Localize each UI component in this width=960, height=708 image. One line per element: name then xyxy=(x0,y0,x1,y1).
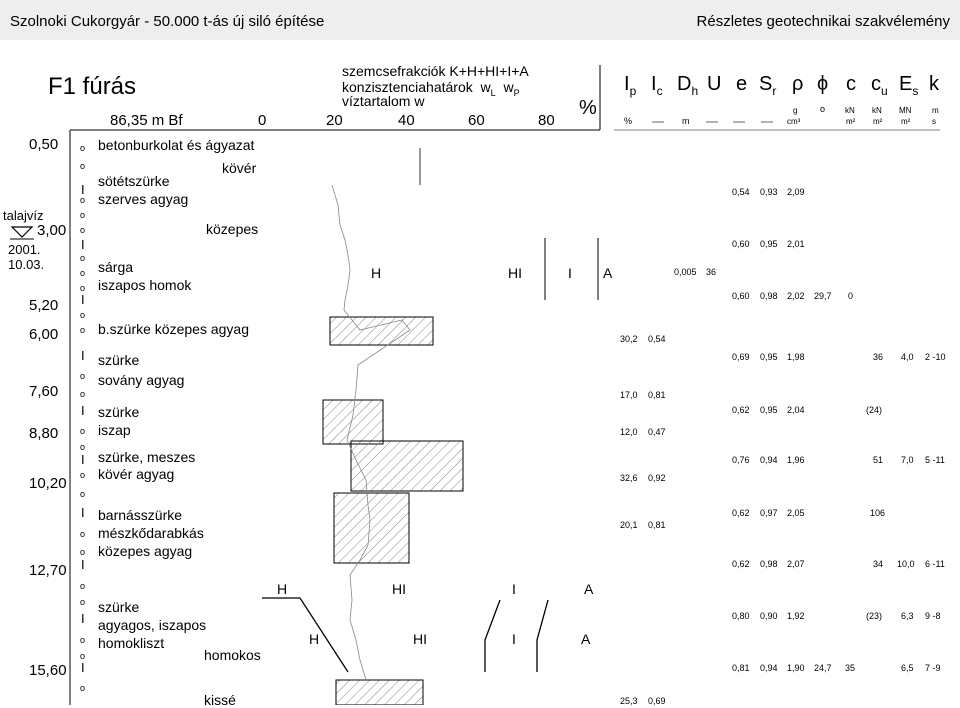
scale-80: 80 xyxy=(538,112,555,129)
sample-marker: o xyxy=(80,210,86,220)
sr-value: 0,97 xyxy=(760,508,778,518)
cu-value: 51 xyxy=(873,455,884,465)
e-value: 0,62 xyxy=(732,508,750,518)
layer-desc: sárga xyxy=(98,259,134,275)
ic-value: 0,54 xyxy=(648,334,666,344)
rho-value: 1,98 xyxy=(787,352,805,362)
layer-desc: betonburkolat és ágyazat xyxy=(98,137,255,153)
grain-size-line xyxy=(485,600,500,672)
fraction-label: HI xyxy=(413,631,427,647)
sample-marker: o xyxy=(80,442,86,452)
e-value: 0,81 xyxy=(732,663,750,673)
rho-value: 2,02 xyxy=(787,291,805,301)
unit-kn2: kN xyxy=(872,106,882,115)
depth-label: 0,50 xyxy=(29,136,59,153)
dh-value: 0,005 xyxy=(674,267,697,277)
param-phi: ϕ xyxy=(817,73,829,95)
es-value: 6,5 xyxy=(901,663,914,673)
unit-percent: % xyxy=(624,116,633,126)
fraction-label: H xyxy=(371,265,382,281)
rho-value: 2,07 xyxy=(787,559,805,569)
unit-mn: MN xyxy=(899,106,912,115)
fraction-label: HI xyxy=(508,265,522,281)
phi-value: 29,7 xyxy=(814,291,832,301)
e-value: 0,60 xyxy=(732,239,750,249)
sample-marker: o xyxy=(80,529,86,539)
rho-value: 2,01 xyxy=(787,239,805,249)
sample-marker: o xyxy=(80,389,86,399)
param-cu: $c_u$ xyxy=(871,73,888,98)
k-value: 6 -11 xyxy=(925,559,945,569)
ip-value: 20,1 xyxy=(620,520,638,530)
rho-value: 2,09 xyxy=(787,187,805,197)
u-value: 36 xyxy=(706,267,717,277)
layer-desc: sötétszürke xyxy=(98,173,170,189)
scale-60: 60 xyxy=(468,112,485,129)
param-dh: $D_h$ xyxy=(677,73,699,98)
e-value: 0,76 xyxy=(732,455,750,465)
sr-value: 0,94 xyxy=(760,663,778,673)
ip-value: 32,6 xyxy=(620,473,638,483)
cu-value: 34 xyxy=(873,559,884,569)
sample-marker: I xyxy=(81,182,85,197)
k-value: 5 -11 xyxy=(925,455,945,465)
sample-marker: I xyxy=(81,403,85,418)
depth-label: 5,20 xyxy=(29,297,59,314)
fraction-label: A xyxy=(603,265,613,281)
c-value: 35 xyxy=(845,663,856,673)
param-rho: ρ xyxy=(792,73,804,95)
sr-value: 0,95 xyxy=(760,239,778,249)
sample-marker: o xyxy=(80,635,86,645)
fraction-label: H xyxy=(277,581,288,597)
sample-marker: I xyxy=(81,237,85,252)
unit-m2-1: m² xyxy=(846,117,856,126)
sample-marker: o xyxy=(80,651,86,661)
rho-value: 2,05 xyxy=(787,508,805,518)
chart-header-line3: víztartalom w xyxy=(342,93,425,109)
layer-tag: kissé xyxy=(204,692,236,708)
sample-marker: o xyxy=(80,143,86,153)
sample-marker: o xyxy=(80,161,86,171)
layer-tag: homokos xyxy=(204,647,261,663)
sr-value: 0,90 xyxy=(760,611,778,621)
sample-marker: o xyxy=(80,470,86,480)
sample-marker: o xyxy=(80,225,86,235)
rho-value: 1,90 xyxy=(787,663,805,673)
layer-desc: mészkődarabkás xyxy=(98,525,204,541)
sample-marker: I xyxy=(81,452,85,467)
sample-marker: o xyxy=(80,489,86,499)
sample-marker: o xyxy=(80,310,86,320)
consistency-bars xyxy=(323,317,463,705)
groundwater-triangle xyxy=(12,227,32,237)
e-value: 0,62 xyxy=(732,405,750,415)
ip-value: 17,0 xyxy=(620,390,638,400)
c-value: 0 xyxy=(848,291,854,301)
unit-m: m xyxy=(682,116,690,126)
cu-value: 106 xyxy=(870,508,886,518)
ip-value: 30,2 xyxy=(620,334,638,344)
ip-value: 12,0 xyxy=(620,427,638,437)
sample-marker: o xyxy=(80,683,86,693)
layer-desc: szürke xyxy=(98,404,140,420)
layer-desc: szürke xyxy=(98,599,140,615)
depth-label: 8,80 xyxy=(29,425,59,442)
scale-40: 40 xyxy=(398,112,415,129)
percent-sign: % xyxy=(579,97,597,119)
report-title: Részletes geotechnikai szakvélemény xyxy=(696,13,950,30)
es-value: 4,0 xyxy=(901,352,914,362)
grain-size-line xyxy=(262,598,348,672)
es-value: 7,0 xyxy=(901,455,914,465)
layer-desc: kövér agyag xyxy=(98,466,175,482)
k-value: 9 -8 xyxy=(925,611,941,621)
sample-marker: I xyxy=(81,348,85,363)
k-value: 2 -10 xyxy=(925,352,946,362)
k-value: 7 -9 xyxy=(925,663,941,673)
layer-desc: közepes agyag xyxy=(98,543,193,559)
rho-value: 2,04 xyxy=(787,405,805,415)
consistency-bar xyxy=(336,680,423,705)
e-value: 0,69 xyxy=(732,352,750,362)
ic-value: 0,69 xyxy=(648,696,666,706)
sample-marker: I xyxy=(81,292,85,307)
fraction-label: I xyxy=(568,265,572,281)
sr-value: 0,95 xyxy=(760,405,778,415)
sample-marker: o xyxy=(80,325,86,335)
layer-desc: homokliszt xyxy=(98,635,165,651)
param-c: c xyxy=(846,73,856,95)
ic-value: 0,81 xyxy=(648,390,666,400)
fraction-label: A xyxy=(584,581,594,597)
project-title: Szolnoki Cukorgyár - 50.000 t-ás új siló építése xyxy=(10,13,325,30)
sample-marker: o xyxy=(80,268,86,278)
unit-deg: o xyxy=(820,104,826,114)
layer-desc: sovány agyag xyxy=(98,372,185,388)
cu-value: 36 xyxy=(873,352,884,362)
sr-value: 0,95 xyxy=(760,352,778,362)
layer-desc: iszap xyxy=(98,422,131,438)
sample-marker: I xyxy=(81,660,85,675)
sample-marker: o xyxy=(80,195,86,205)
depth-label: 6,00 xyxy=(29,326,59,343)
e-value: 0,80 xyxy=(732,611,750,621)
sample-marker: o xyxy=(80,597,86,607)
depth-label: 7,60 xyxy=(29,383,59,400)
sample-marker: o xyxy=(80,426,86,436)
depth-label: 10,20 xyxy=(29,475,67,492)
consistency-bar xyxy=(330,317,433,345)
groundwater-depth: 3,00 xyxy=(37,222,67,239)
layer-tag: közepes xyxy=(206,221,259,237)
sample-marker: I xyxy=(81,557,85,572)
consistency-bar xyxy=(351,441,463,491)
groundwater-date: 10.03. xyxy=(8,257,45,272)
sr-value: 0,94 xyxy=(760,455,778,465)
scale-20: 20 xyxy=(326,112,343,129)
ic-value: 0,47 xyxy=(648,427,666,437)
unit-s: s xyxy=(932,117,936,126)
param-u: U xyxy=(707,73,722,95)
fraction-label: HI xyxy=(392,581,406,597)
layer-desc: szürke xyxy=(98,352,140,368)
sample-marker: o xyxy=(80,371,86,381)
sample-marker: o xyxy=(80,283,86,293)
sample-marker: o xyxy=(80,547,86,557)
param-ip: $I_p$ xyxy=(624,73,637,98)
borehole-title: F1 fúrás xyxy=(48,73,137,100)
consistency-bar xyxy=(334,493,409,563)
cu-value: (24) xyxy=(866,405,883,415)
layer-desc: szürke, meszes xyxy=(98,449,196,465)
grain-size-line xyxy=(537,600,548,672)
e-value: 0,60 xyxy=(732,291,750,301)
sample-marker: o xyxy=(80,253,86,263)
sample-marker: I xyxy=(81,505,85,520)
fraction-label: I xyxy=(512,581,516,597)
chart-header-line2: konzisztenciahatárok $w_L$ $w_P$ xyxy=(342,79,520,98)
rho-value: 1,92 xyxy=(787,611,805,621)
ic-value: 0,81 xyxy=(648,520,666,530)
groundwater-label: talajvíz xyxy=(3,208,44,223)
layer-desc: b.szürke közepes agyag xyxy=(98,321,249,337)
ic-value: 0,92 xyxy=(648,473,666,483)
groundwater-date: 2001. xyxy=(8,242,41,257)
layer-desc: agyagos, iszapos xyxy=(98,617,207,633)
sample-marker: o xyxy=(80,581,86,591)
param-sr: $S_r$ xyxy=(759,73,777,98)
unit-m2-2: m² xyxy=(873,117,883,126)
e-value: 0,62 xyxy=(732,559,750,569)
fraction-label: A xyxy=(581,631,591,647)
param-k: k xyxy=(929,73,939,95)
param-ic: $I_c$ xyxy=(651,73,663,98)
chart-header-line1: szemcsefrakciók K+H+HI+I+A xyxy=(342,63,529,79)
unit-m-k: m xyxy=(932,106,939,115)
fraction-label: H xyxy=(309,631,320,647)
ip-value: 25,3 xyxy=(620,696,638,706)
depth-label: 15,60 xyxy=(29,662,67,679)
fraction-label: I xyxy=(512,631,516,647)
consistency-bar xyxy=(323,400,383,444)
cu-value: (23) xyxy=(866,611,883,621)
rho-value: 1,96 xyxy=(787,455,805,465)
unit-cm3: cm³ xyxy=(787,117,801,126)
sr-value: 0,98 xyxy=(760,291,778,301)
scale-0: 0 xyxy=(258,112,267,129)
phi-value: 24,7 xyxy=(814,663,832,673)
unit-kn1: kN xyxy=(845,106,855,115)
unit-m2-3: m² xyxy=(901,117,911,126)
es-value: 6,3 xyxy=(901,611,914,621)
layer-desc: iszapos homok xyxy=(98,277,192,293)
sr-value: 0,93 xyxy=(760,187,778,197)
e-value: 0,54 xyxy=(732,187,750,197)
layer-desc: szerves agyag xyxy=(98,191,189,207)
layer-desc: barnásszürke xyxy=(98,507,183,523)
unit-g: g xyxy=(793,106,798,115)
depth-label: 12,70 xyxy=(29,562,67,579)
param-e: e xyxy=(736,73,748,95)
es-value: 10,0 xyxy=(897,559,915,569)
sr-value: 0,98 xyxy=(760,559,778,569)
param-es: $E_s$ xyxy=(899,73,919,98)
sample-marker: I xyxy=(81,611,85,626)
borehole-elevation: 86,35 m Bf xyxy=(110,112,183,129)
layer-tag: kövér xyxy=(222,160,257,176)
